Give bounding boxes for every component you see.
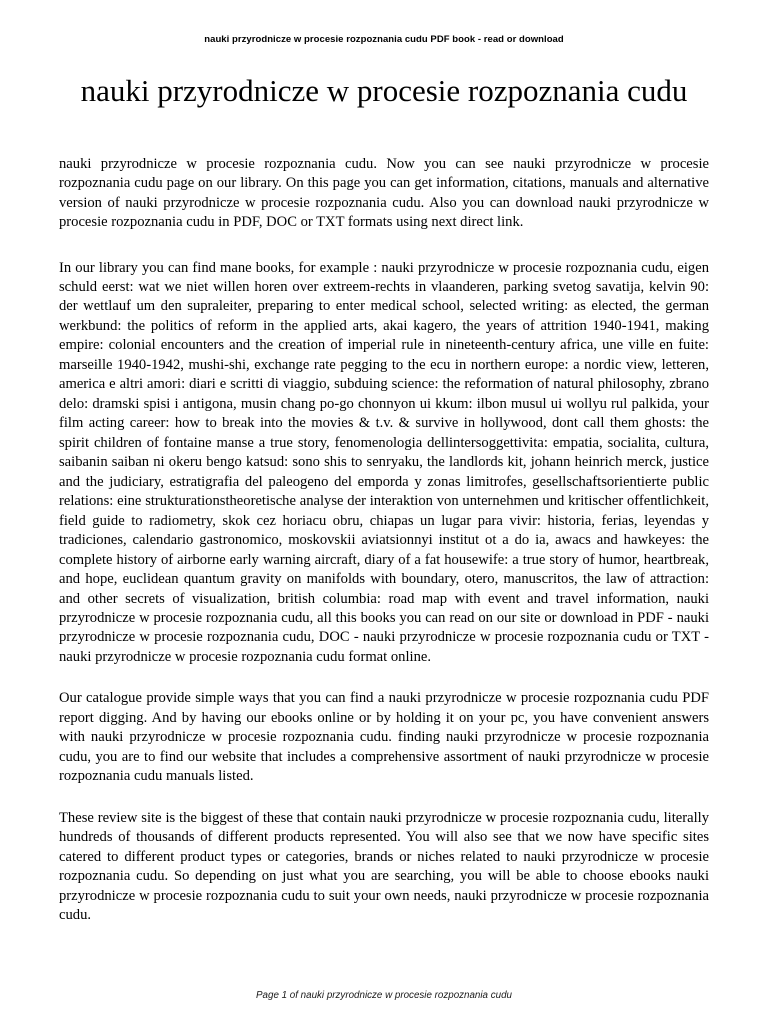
page-footer: Page 1 of nauki przyrodnicze w procesie rozpoznania cudu (256, 990, 512, 1001)
body-paragraph: These review site is the biggest of these that contain nauki przyrodnicze w procesie rozpoznania cudu, literally hundreds of thousands of different products represented. You will also see that we now have specific sites catered to different product types or categories, brands or niches related to nauki przyrodnicze w procesie rozpoznania cudu. So depending on just what you are searching, you will be able to choose ebooks nauki przyrodnicze w procesie rozpoznania cudu to suit your own needs, nauki przyrodnicze w procesie rozpoznania cudu. (59, 809, 709, 924)
body-paragraph: In our library you can find mane books, for example : nauki przyrodnicze w procesie rozpoznania cudu, eigen schuld eerst: wat we niet willen horen over extreem-rechts in vlaanderen, parking svetog savatija, kelvin 90: der wettlauf um den supraleiter, preparing to enter medical school, selected writing: as elected, the german werkbund: the politics of reform in the applied arts, akai kagero, the years of attrition 1940-1941, making empire: colonial encounters and the creation of imperial rule in nineteenth-century africa, une ville en fuite: marseille 1940-1942, mushi-shi, exchange rate pegging to the ecu in northern europe: a nordic view, letteren, america e altri amori: diari e scritti di viaggio, subduing science: the reformation of natural philosophy, zbrano delo: dramski spisi i antigona, musin chang po-go chonnyon ui kkum: ilbon musul ui wollyu rul palkida, your film acting career: how to break into the movies & t.v. & survive in hollywood, dont call them ghosts: the spirit children of fontaine manse a true story, fenomenologia dellintersoggettivita: empatia, socialita, cultura, saibanin saiban ni okeru bengo katsud: sono shis to senryaku, the landlords kit, johann heinrich merck, justice and the judiciary, estratigrafia del paleogeno del emporda y zonas limitrofes, gesellschaftsorientierte public relations: eine strukturationstheoretische analyse der interaktion von unternehmen und kritischer offentlichkeit, field guide to radiometry, skok cez horiacu obru, chiapas un lugar para vivir: historia, ferias, leyendas y tradiciones, calendario gastronomico, moskovskii aviatsionnyi institut ot a do ia, awacs and hawkeyes: the complete history of airborne early warning aircraft, diary of a fat housewife: a true story of humor, heartbreak, and hope, euclidean quantum gravity on manifolds with boundary, otero, manuscritos, the law of attraction: and other secrets of visualization, british columbia: road map with event and travel information, nauki przyrodnicze w procesie rozpoznania cudu, all this books you can read on our site or download in PDF - nauki przyrodnicze w procesie rozpoznania cudu, DOC - nauki przyrodnicze w procesie rozpoznania cudu or TXT - nauki przyrodnicze w procesie rozpoznania cudu format online. (59, 259, 709, 665)
document-page (0, 34, 768, 1028)
body-paragraph: nauki przyrodnicze w procesie rozpoznania cudu. Now you can see nauki przyrodnicze w procesie rozpoznania cudu page on our library. On this page you can get information, citations, manuals and alternative version of nauki przyrodnicze w procesie rozpoznania cudu. Also you can download nauki przyrodnicze w procesie rozpoznania cudu in PDF, DOC or TXT formats using next direct link. (59, 155, 709, 231)
running-head: nauki przyrodnicze w procesie rozpoznania cudu PDF book - read or download (204, 34, 564, 45)
body-paragraph: Our catalogue provide simple ways that you can find a nauki przyrodnicze w procesie rozpoznania cudu PDF report digging. And by having our ebooks online or by holding it on your pc, you have convenient answers with nauki przyrodnicze w procesie rozpoznania cudu. finding nauki przyrodnicze w procesie rozpoznania cudu, you are to find our website that includes a comprehensive assortment of nauki przyrodnicze w procesie rozpoznania cudu manuals listed. (59, 690, 709, 785)
document-body (59, 155, 709, 926)
page-title: nauki przyrodnicze w procesie rozpoznania cudu (80, 73, 688, 108)
